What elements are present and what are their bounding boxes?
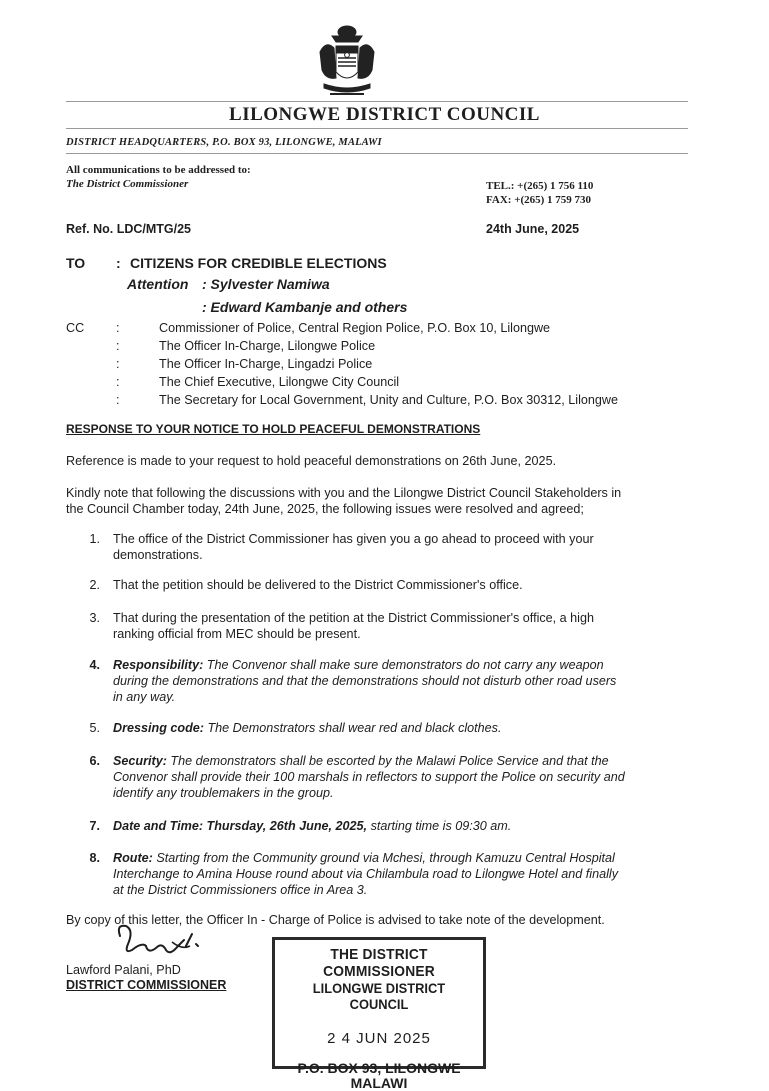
item-line: Interchange to Amina House round about via Chilambula road to Lilongwe Hotel and finally [113,867,618,881]
attention-label: Attention [127,276,189,292]
item-number: 4. [89,658,100,672]
item-3-text [113,610,711,642]
official-stamp [272,937,486,1091]
item-line: That during the presentation of the petition at the District Commissioner's office, a high [113,611,594,625]
letter-date: 24th June, 2025 [486,222,580,236]
cc-label: CC [66,321,85,335]
copy-note: By copy of this letter, the Officer In - Charge of Police is advised to take note of the development. [66,913,605,927]
item-number: 1. [89,532,100,546]
cc-colon: : [116,321,120,335]
attention-person-2: : Edward Kambanje and others [202,299,408,315]
cc-recipient: The Officer In-Charge, Lilongwe Police [159,339,376,353]
body-paragraph-1: Reference is made to your request to hold peaceful demonstrations on 26th June, 2025. [66,454,557,468]
item-5-text [113,720,711,736]
item-number: 5. [89,721,100,735]
signatory-title: DISTRICT COMMISSIONER [66,978,227,992]
fax-number: FAX: +(265) 1 759 730 [486,194,592,206]
letter-subject: RESPONSE TO YOUR NOTICE TO HOLD PEACEFUL DEMONSTRATIONS [66,422,481,436]
stamp-address: P.O. BOX 93, LILONGWE [297,1060,461,1076]
item-line: That the petition should be delivered to the District Commissioner's office. [113,578,523,592]
stamp-title: THE DISTRICT COMMISSIONER [323,946,435,980]
cc-colon: : [116,375,120,389]
item-label: Date and Time: Thursday, 26th June, 2025, [113,819,368,833]
item-2-text [113,577,711,593]
item-line: at the District Commissioners office in Area 3. [113,883,368,897]
item-line: Starting from the Community ground via Mchesi, through Kamuzu Central Hospital [156,851,615,865]
item-line: ranking official from MEC should be present. [113,627,361,641]
cc-recipient: Commissioner of Police, Central Region Police, P.O. Box 10, Lilongwe [159,321,551,335]
item-line: The office of the District Commissioner has given you a go ahead to proceed with your [113,532,594,546]
item-line: starting time is 09:30 am. [370,819,512,833]
to-label: TO [66,255,86,271]
item-label: Security: [113,754,167,768]
item-line: in any way. [113,690,176,704]
headquarters-address: DISTRICT HEADQUARTERS, P.O. BOX 93, LILONGWE, MALAWI [66,137,382,148]
item-4-text [113,657,711,705]
item-label: Responsibility: [113,658,204,672]
body-paragraph-2-line-2: the Council Chamber today, 24th June, 2025, the following issues were resolved and agreed; [66,502,584,516]
cc-recipient: The Chief Executive, Lilongwe City Council [159,375,400,389]
item-number: 8. [89,851,100,865]
to-colon: : [116,255,121,271]
cc-recipient: The Secretary for Local Government, Unity and Culture, P.O. Box 30312, Lilongwe [159,393,618,407]
item-line: during the demonstrations and that the demonstrations should not disturb other road users [113,674,617,688]
header-top-rule [66,101,688,102]
item-7-text [113,818,711,834]
stamp-country: MALAWI [350,1075,408,1091]
communications-note: All communications to be addressed to: [66,164,251,176]
item-line: The Demonstrators shall wear red and black clothes. [207,721,502,735]
item-number: 2. [89,578,100,592]
item-1-text [113,531,711,563]
header-bottom-rule [66,128,688,129]
item-label: Route: [113,851,153,865]
item-line: The Convenor shall make sure demonstrators do not carry any weapon [206,658,604,672]
council-name: LILONGWE DISTRICT COUNCIL [229,104,540,125]
item-line: The demonstrators shall be escorted by the Malawi Police Service and that the [170,754,609,768]
item-number: 7. [89,819,100,833]
stamp-date: 2 4 JUN 2025 [327,1030,431,1047]
attention-person-1: : Sylvester Namiwa [202,276,330,292]
item-label: Dressing code: [113,721,204,735]
reference-number: Ref. No. LDC/MTG/25 [66,222,192,236]
item-line: identify any troublemakers in the group. [113,786,334,800]
signatory-name: Lawford Palani, PhD [66,963,181,977]
cc-colon: : [116,339,120,353]
cc-colon: : [116,357,120,371]
item-number: 3. [89,611,100,625]
item-number: 6. [89,754,100,768]
coat-of-arms-emblem [312,22,382,102]
item-8-text [113,850,711,898]
body-paragraph-2-line-1: Kindly note that following the discussions with you and the Lilongwe District Council Stakeholders in [66,486,622,500]
communications-addressee: The District Commissioner [66,178,189,190]
item-line: Convenor shall provide their 100 marshals in reflectors to support the Police on security and [113,770,625,784]
address-rule [66,153,688,154]
item-line: demonstrations. [113,548,203,562]
telephone-number: TEL.: +(265) 1 756 110 [486,180,594,192]
item-6-text [113,753,711,801]
signature-image [112,916,202,966]
stamp-council: LILONGWE DISTRICT COUNCIL [312,980,446,1012]
cc-colon: : [116,393,120,407]
recipient-name: CITIZENS FOR CREDIBLE ELECTIONS [130,255,387,271]
cc-recipient: The Officer In-Charge, Lingadzi Police [159,357,373,371]
